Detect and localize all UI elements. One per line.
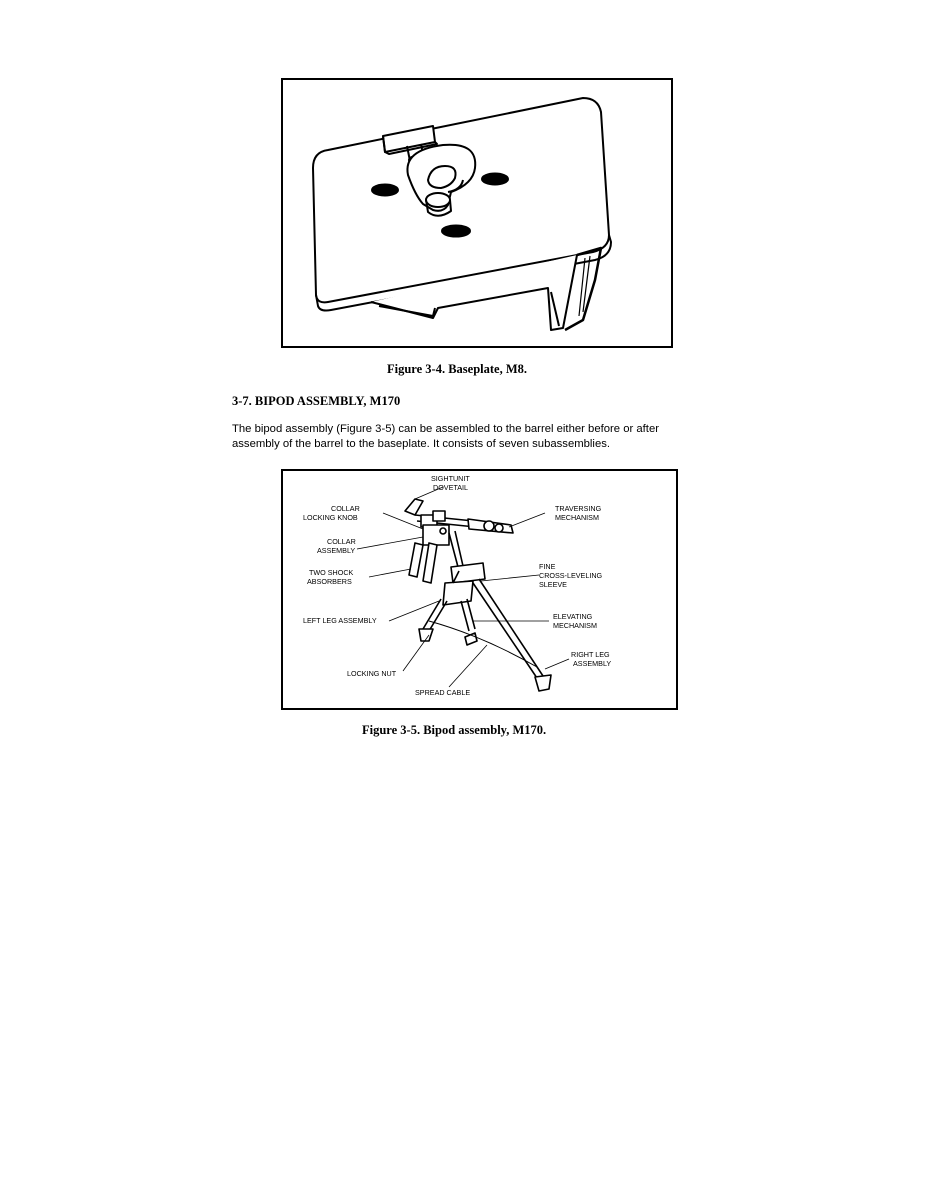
label-collar-assembly-2: ASSEMBLY [317, 546, 356, 555]
label-right-leg-assembly: ASSEMBLY [573, 659, 612, 668]
label-dovetail: DOVETAIL [433, 483, 469, 492]
bipod-illustration [283, 471, 676, 708]
label-collar-assembly-1: COLLAR [327, 537, 356, 546]
bipod-figure [281, 469, 678, 710]
label-spread-cable: SPREAD CABLE [415, 688, 471, 697]
label-sightunit: SIGHTUNIT [431, 474, 470, 483]
label-left-leg-assembly: LEFT LEG ASSEMBLY [303, 616, 377, 625]
label-traversing-mechanism: MECHANISM [555, 513, 599, 522]
paragraph-line: assembly of the barrel to the baseplate. It consists of seven subassemblies. [232, 438, 611, 450]
label-sleeve: SLEEVE [539, 580, 567, 589]
label-locking-knob: LOCKING KNOB [303, 513, 358, 522]
baseplate-figure [281, 78, 673, 348]
section-heading: 3-7. BIPOD ASSEMBLY, M170 [232, 394, 401, 408]
label-absorbers: ABSORBERS [307, 577, 352, 586]
label-traversing: TRAVERSING [555, 504, 602, 513]
label-locking-nut: LOCKING NUT [347, 669, 397, 678]
figure-3-5-caption: Figure 3-5. Bipod assembly, M170. [362, 723, 547, 737]
label-elevating-mechanism: MECHANISM [553, 621, 597, 630]
label-right-leg: RIGHT LEG [571, 650, 610, 659]
section-paragraph [232, 422, 702, 452]
label-collar: COLLAR [331, 504, 360, 513]
label-cross-leveling: CROSS-LEVELING [539, 571, 603, 580]
label-fine: FINE [539, 562, 556, 571]
figure-3-4-caption: Figure 3-4. Baseplate, M8. [387, 362, 528, 376]
baseplate-illustration [283, 80, 671, 346]
label-elevating: ELEVATING [553, 612, 593, 621]
paragraph-line: The bipod assembly (Figure 3-5) can be assembled to the barrel either before or after [232, 423, 659, 435]
label-two-shock: TWO SHOCK [309, 568, 354, 577]
